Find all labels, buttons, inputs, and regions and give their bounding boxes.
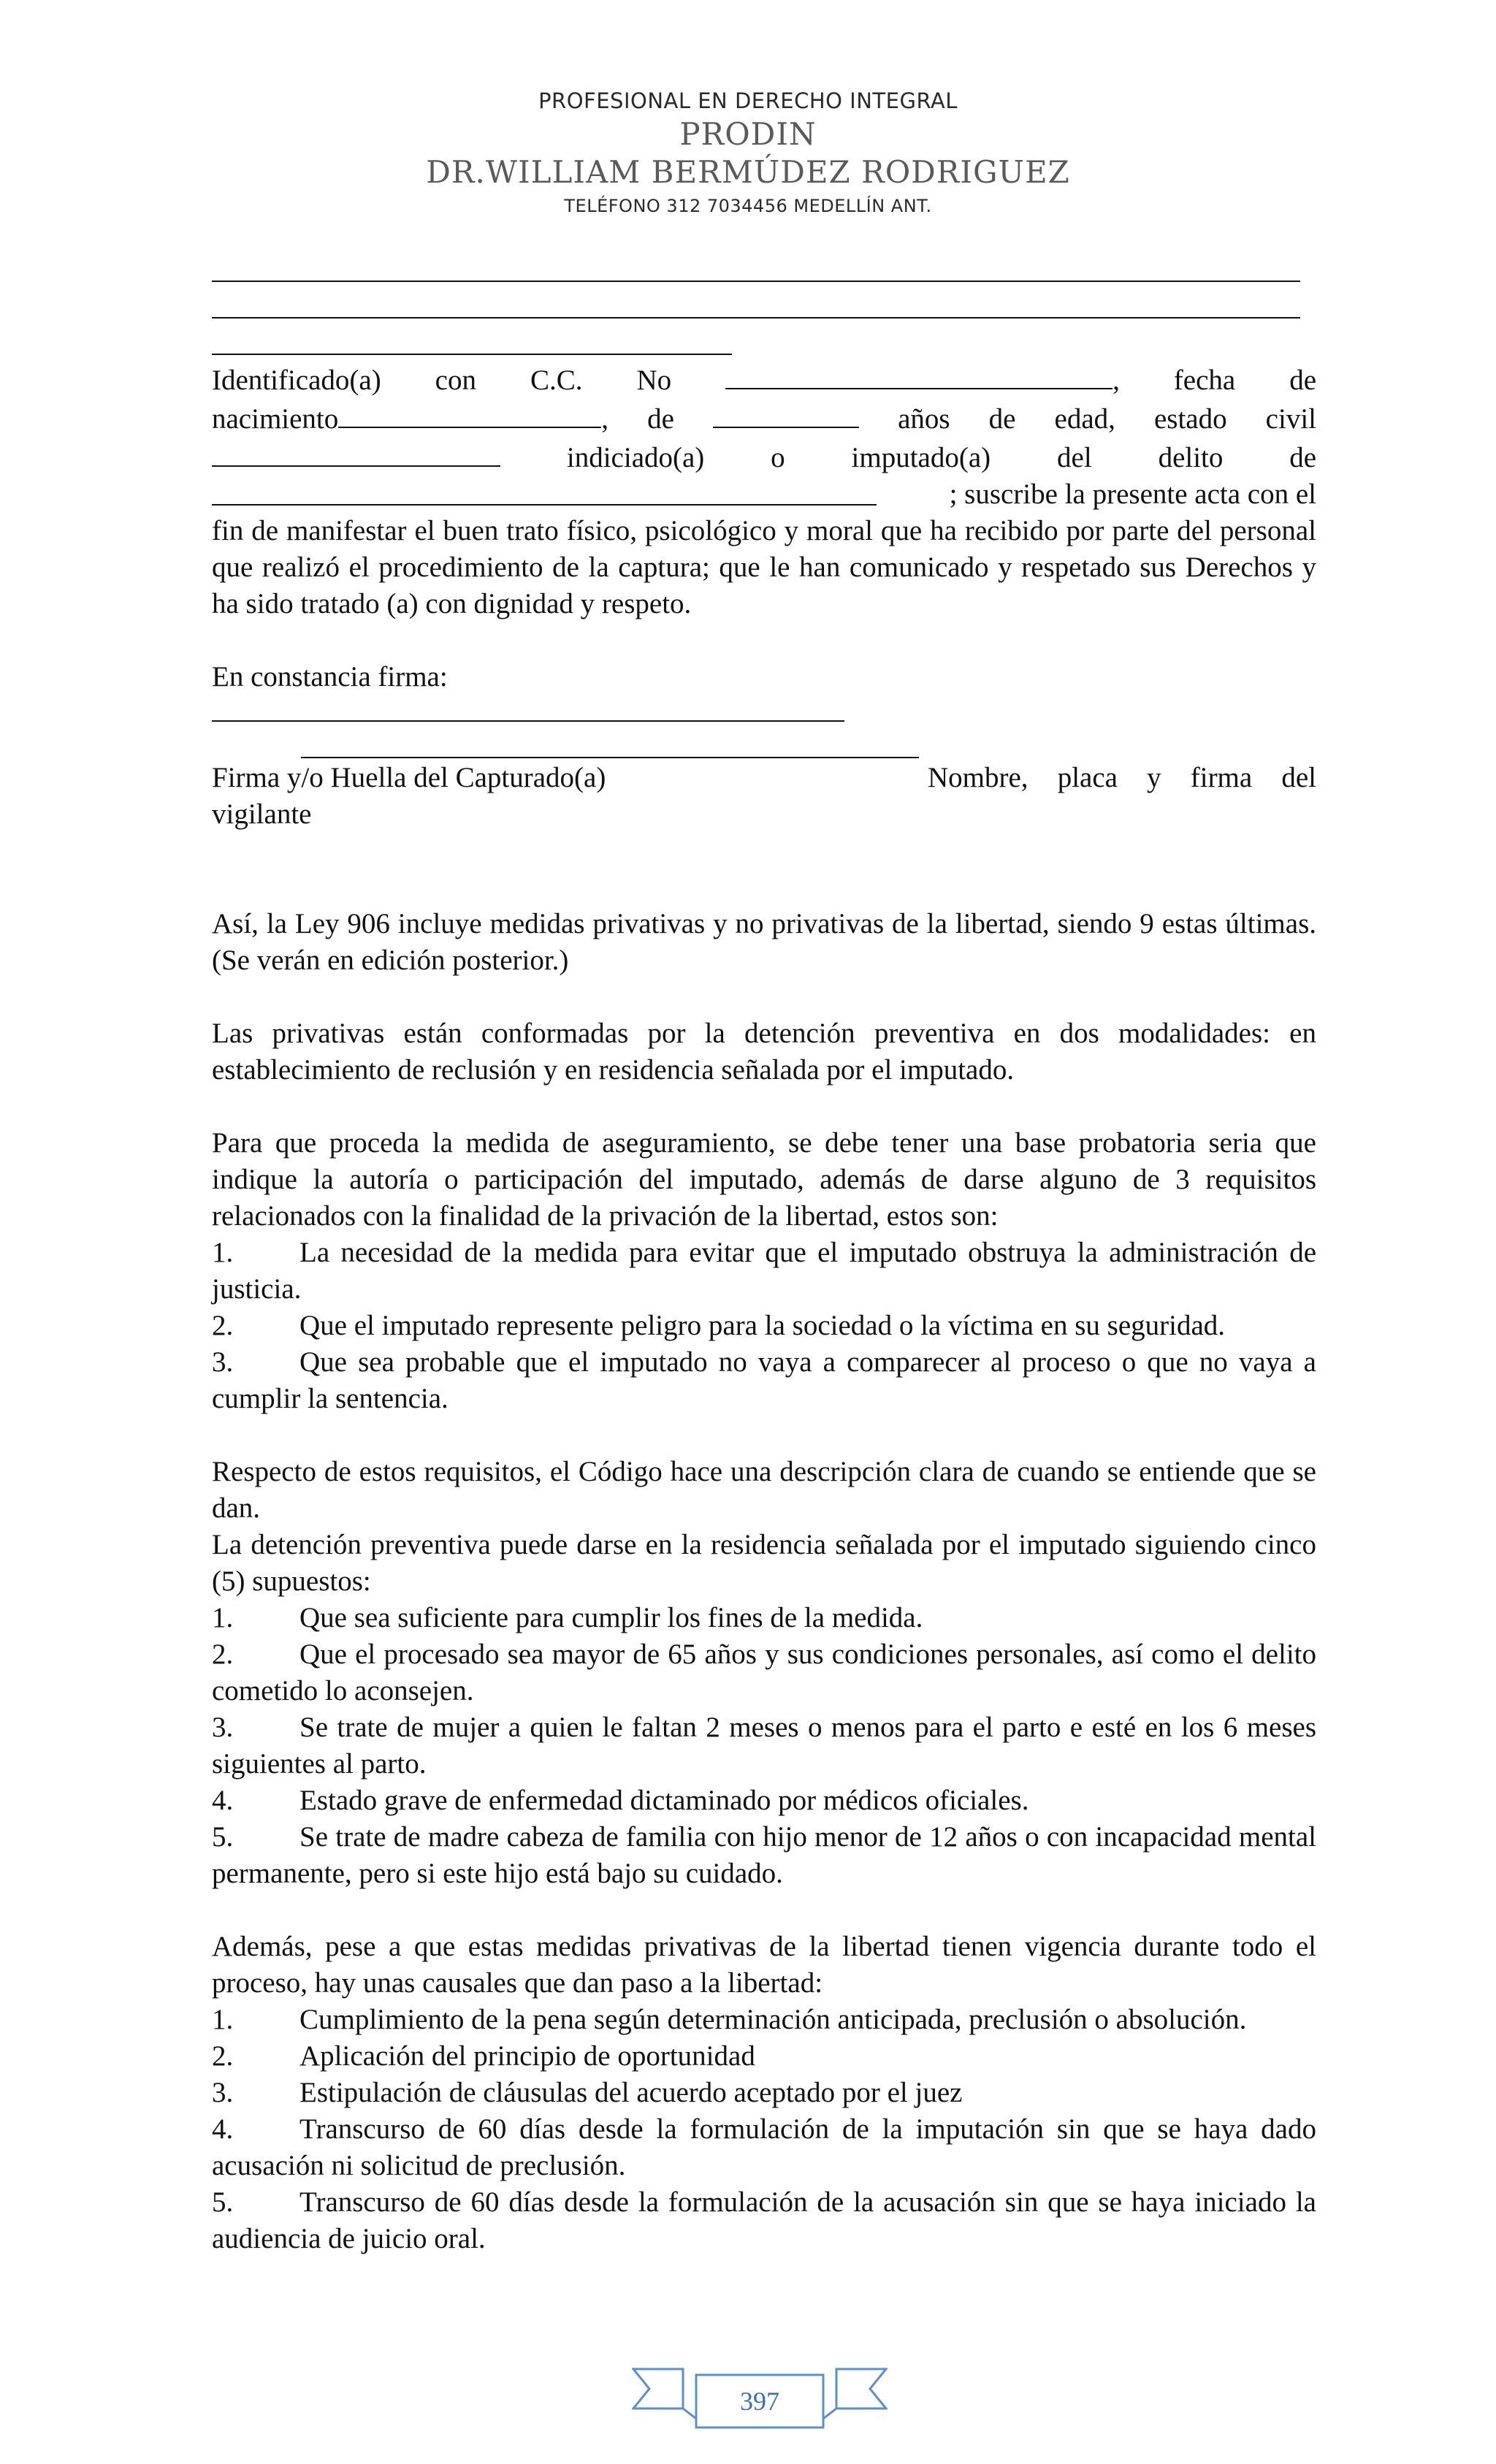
list-requisitos <box>212 1235 1316 1417</box>
form-block <box>212 360 1316 695</box>
list-item: 3. Estipulación de cláusulas del acuerdo aceptado por el juez <box>212 2077 963 2108</box>
list-item: 3. Se trate de mujer a quien le faltan 2 meses o menos para el parto e esté en los 6 meses siguientes al parto. <box>212 1712 1316 1780</box>
main-text <box>212 906 1316 2257</box>
paragraph-1: Así, la Ley 906 incluye medidas privativas y no privativas de la libertad, siendo 9 estas últimas. (Se verán en edición posterior.) <box>212 908 1316 976</box>
signature-label-captured: Firma y/o Huella del Capturado(a) <box>212 762 606 793</box>
list-item: 3. Que sea probable que el imputado no vaya a comparecer al proceso o que no vaya a cumplir la sentencia. <box>212 1346 1316 1414</box>
list-item: 2. Que el procesado sea mayor de 65 años y sus condiciones personales, así como el delito cometido lo aconsejen. <box>212 1639 1316 1706</box>
list-item: 2. Aplicación del principio de oportunidad <box>212 2040 755 2072</box>
list-item: 5. Transcurso de 60 días desde la formulación de la acusación sin que se haya iniciado la audiencia de juicio oral. <box>212 2186 1316 2254</box>
list-item: 2. Que el imputado represente peligro para la sociedad o la víctima en su seguridad. <box>212 1310 1226 1341</box>
signature-line-captured[interactable] <box>212 720 844 722</box>
letterhead-phone: TELÉFONO 312 7034456 MEDELLÍN ANT. <box>564 196 932 216</box>
birthdate-blank[interactable] <box>338 399 601 428</box>
list-item: 1. La necesidad de la medida para evitar que el imputado obstruya la administración de justicia. <box>212 1237 1316 1305</box>
form-rest: fin de manifestar el buen trato físico, psicológico y moral que ha recibido por parte del personal que realizó el procedimiento de la captura; que le han comunicado y respetado sus Derechos y ha sido tratado (a) con dignidad y respeto. <box>212 515 1316 619</box>
paragraph-4: Respecto de estos requisitos, el Código hace una descripción clara de cuando se entiende que se dan. <box>212 1456 1316 1524</box>
letterhead-line3: DR.WILLIAM BERMÚDEZ RODRIGUEZ <box>426 154 1070 190</box>
age-blank[interactable] <box>713 399 859 428</box>
signature-label-guard: Nombre, placa y firma del <box>928 762 1316 793</box>
list-item: 4. Transcurso de 60 días desde la formulación de la imputación sin que se haya dado acusación ni solicitud de preclusión. <box>212 2113 1316 2181</box>
list-supuestos <box>212 1600 1316 1892</box>
signature-label-guard-cont: vigilante <box>212 798 312 830</box>
paragraph-6: Además, pese a que estas medidas privativas de la libertad tienen vigencia durante todo el proceso, hay unas causales que dan paso a la libertad: <box>212 1931 1316 1999</box>
list-item: 1. Que sea suficiente para cumplir los fines de la medida. <box>212 1602 923 1633</box>
blank-line-2 <box>212 317 1300 319</box>
paragraph-3: Para que proceda la medida de aseguramiento, se debe tener una base probatoria seria que indique la autoría o participación del imputado, además de darse alguno de 3 requisitos relacionados con la finalidad de la privación de la libertad, estos son: <box>212 1127 1316 1232</box>
letterhead-line2: PRODIN <box>679 116 817 152</box>
crime-blank[interactable] <box>212 476 877 506</box>
constancia-label: En constancia firma: <box>212 661 448 693</box>
form-line-3: indiciado(a) o imputado(a) del delito de <box>212 438 1316 476</box>
blank-line-1 <box>212 281 1300 282</box>
letterhead <box>0 86 1496 221</box>
blank-line-3 <box>212 354 732 355</box>
list-item: 5. Se trate de madre cabeza de familia con hijo menor de 12 años o con incapacidad mental permanente, pero si este hijo está bajo su cuidado. <box>212 1821 1316 1889</box>
paragraph-2: Las privativas están conformadas por la detención preventiva en dos modalidades: en establecimiento de reclusión y en residencia señalada por el imputado. <box>212 1018 1316 1086</box>
paragraph-5: La detención preventiva puede darse en la residencia señalada por el imputado siguiendo cinco (5) supuestos: <box>212 1529 1316 1597</box>
form-line-4: ; suscribe la presente acta con el <box>212 476 1316 513</box>
page-number: 397 <box>740 2387 779 2416</box>
cc-number-blank[interactable] <box>725 360 1113 389</box>
page-number-ribbon <box>632 2356 888 2436</box>
form-line-1: Identificado(a) con C.C. No , fecha de <box>212 360 1316 399</box>
list-item: 1. Cumplimiento de la pena según determinación anticipada, preclusión o absolución. <box>212 2004 1247 2035</box>
letterhead-line1: PROFESIONAL EN DERECHO INTEGRAL <box>538 88 958 113</box>
signature-line-guard[interactable] <box>301 757 919 758</box>
civil-status-blank[interactable] <box>212 438 500 467</box>
list-item: 4. Estado grave de enfermedad dictaminado por médicos oficiales. <box>212 1785 1029 1816</box>
form-line-2: nacimiento , de años de edad, estado civil <box>212 399 1316 438</box>
list-causales <box>212 2002 1316 2257</box>
